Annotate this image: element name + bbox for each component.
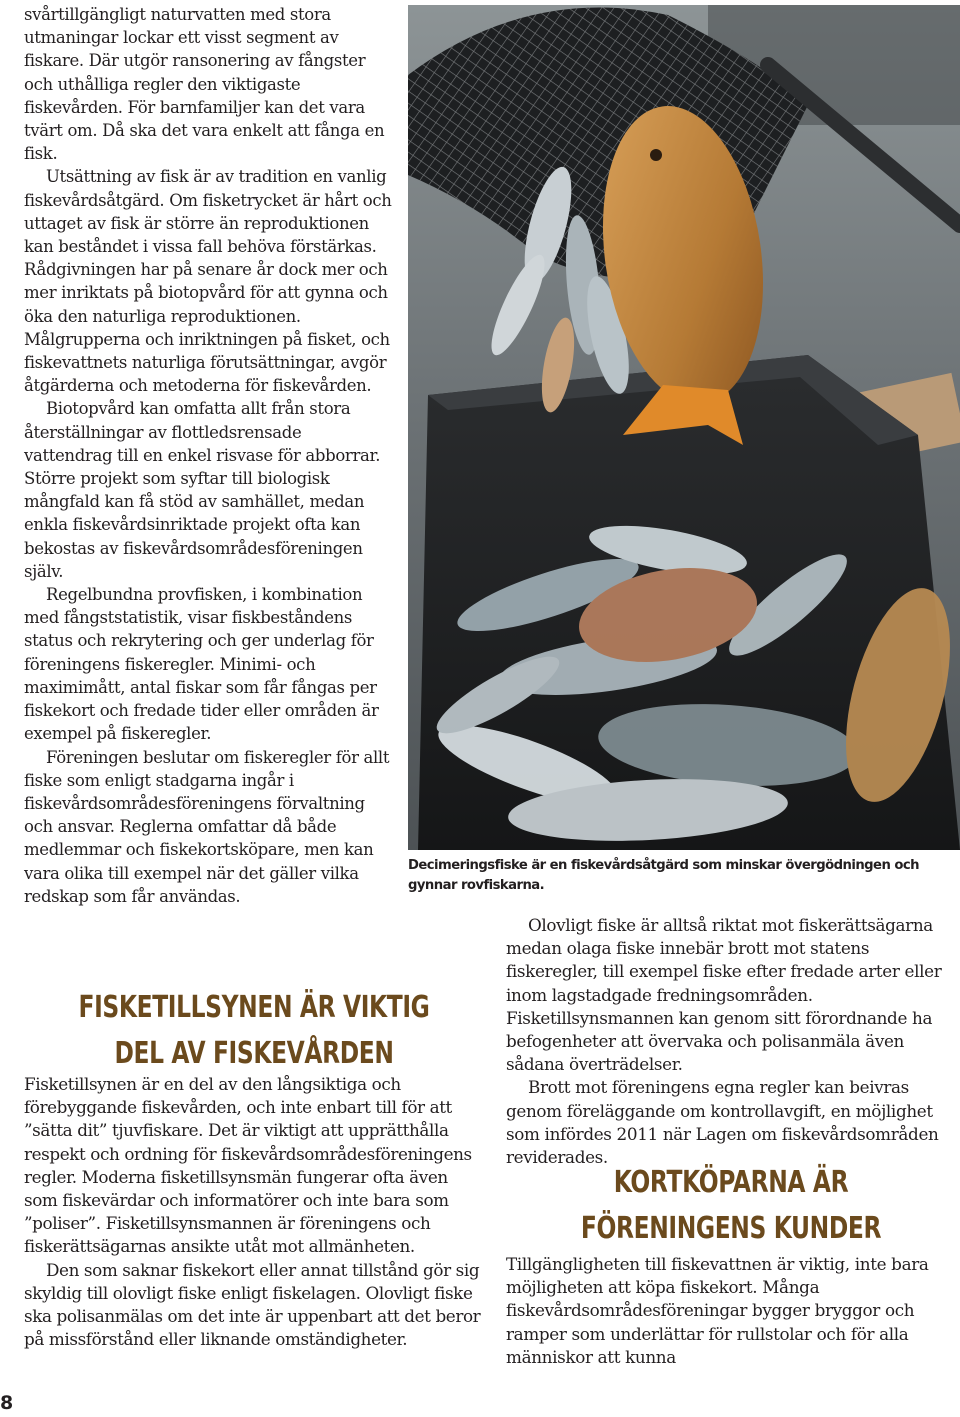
fish-photo: [408, 5, 960, 850]
section-heading-kortkoparna: KORTKÖPARNA ÄR FÖRENINGENS KUNDER: [580, 1165, 882, 1246]
paragraph: Fisketillsynen är en del av den långsiktiga och förebyggande fiskevården, och inte enbart till för att ”sätta dit” tjuvfiskare. Det är viktigt att upprätthålla respekt och ordning för fiskevårdsområdesföreningens regler. Moderna fisketillsynsmän fungerar ofta även som fiskevärdar och informatörer och inte bara som ”poliser”. Fisketillsynsmannen är föreningens och fiskerättsägarnas ansikte utåt mot allmänheten.: [24, 1074, 472, 1257]
paragraph: svårtillgängligt naturvatten med stora utmaningar lockar ett visst segment av fiskare. Där utgör ransonering av fångster och uthålliga regler den viktigaste fiskevården. För barnfamiljer kan det vara tvärt om. Då ska det vara enkelt att fånga en fisk.: [24, 5, 385, 164]
section-heading-fisketillsyn: FISKETILLSYNEN ÄR VIKTIG DEL AV FISKEVÅRDEN: [78, 990, 430, 1071]
paragraph: Tillgängligheten till fiskevattnen är viktig, inte bara möjligheten att köpa fiskekort. Många fiskevårdsområdesföreningar bygger bryggor och ramper som underlättar för rullstolar och för alla människor att kunna: [506, 1254, 929, 1367]
right-text-column: [506, 914, 958, 1169]
paragraph: Biotopvård kan omfatta allt från stora återställningar av flottledsrensade vattendrag till en enkel risvase för abborrar. Större projekt som syftar till biologisk mångfald kan få stöd av samhället, medan enkla fiskevårdsinriktade projekt ofta kan bekostas av fiskevårdsområdesföreningen själv.: [24, 399, 381, 581]
fish-photo-illustration: [408, 5, 960, 850]
fisketillsyn-text: [24, 1073, 484, 1351]
left-text-column: [24, 3, 394, 908]
photo-caption: Decimeringsfiske är en fiskevårdsåtgärd som minskar övergödningen och gynnar rovfiskarna.: [408, 858, 919, 893]
paragraph: Utsättning av fisk är av tradition en vanlig fiskevårdsåtgärd. Om fisketrycket är hårt och uttaget av fisk är större än reproduktionen kan beståndet i vissa fall behöva förstärkas. Rådgivningen har på senare år dock mer och mer inriktats på biotopvård för att gynna och öka den naturliga reproduktionen. Målgrupperna och inriktningen på fisket, och fiskevattnets naturliga förutsättningar, avgör åtgärderna och metoderna för fiskevården.: [24, 167, 392, 396]
paragraph: Olovligt fiske är alltså riktat mot fiskerättsägarna medan olaga fiske innebär brott mot statens fiskeregler, till exempel fiske efter fredade arter eller inom lagstadgade fredningsområden. Fisketillsynsmannen kan genom sitt förordnande ha befogenheter att övervaka och polisanmäla även sådana överträdelser.: [506, 915, 942, 1075]
paragraph: Föreningen beslutar om fiskeregler för allt fiske som enligt stadgarna ingår i fiskevårdsområdesföreningens förvaltning och ansvar. Reglerna omfattar då både medlemmar och fiskekortsköpare, men kan vara olika till exempel när det gäller vilka redskap som får användas.: [24, 747, 390, 906]
kortkoparna-text: [506, 1253, 958, 1369]
page-number: 8: [0, 1392, 14, 1414]
paragraph: Den som saknar fiskekort eller annat tillstånd gör sig skyldig till olovligt fiske enligt fiskelagen. Olovligt fiske ska polisanmälas om det inte är uppenbart att det beror på missförstånd eller liknande omständigheter.: [24, 1259, 481, 1350]
paragraph: Regelbundna provfisken, i kombination med fångststatistik, visar fiskbeståndens status och rekrytering och ger underlag för föreningens fiskeregler. Minimi- och maximimått, antal fiskar som får fångas per fiskekort och fredade tider eller områden är exempel på fiskeregler.: [24, 585, 379, 744]
paragraph: Brott mot föreningens egna regler kan beivras genom föreläggande om kontrollavgift, en möjlighet som infördes 2011 när Lagen om fiskevårdsområden reviderades.: [506, 1077, 939, 1168]
